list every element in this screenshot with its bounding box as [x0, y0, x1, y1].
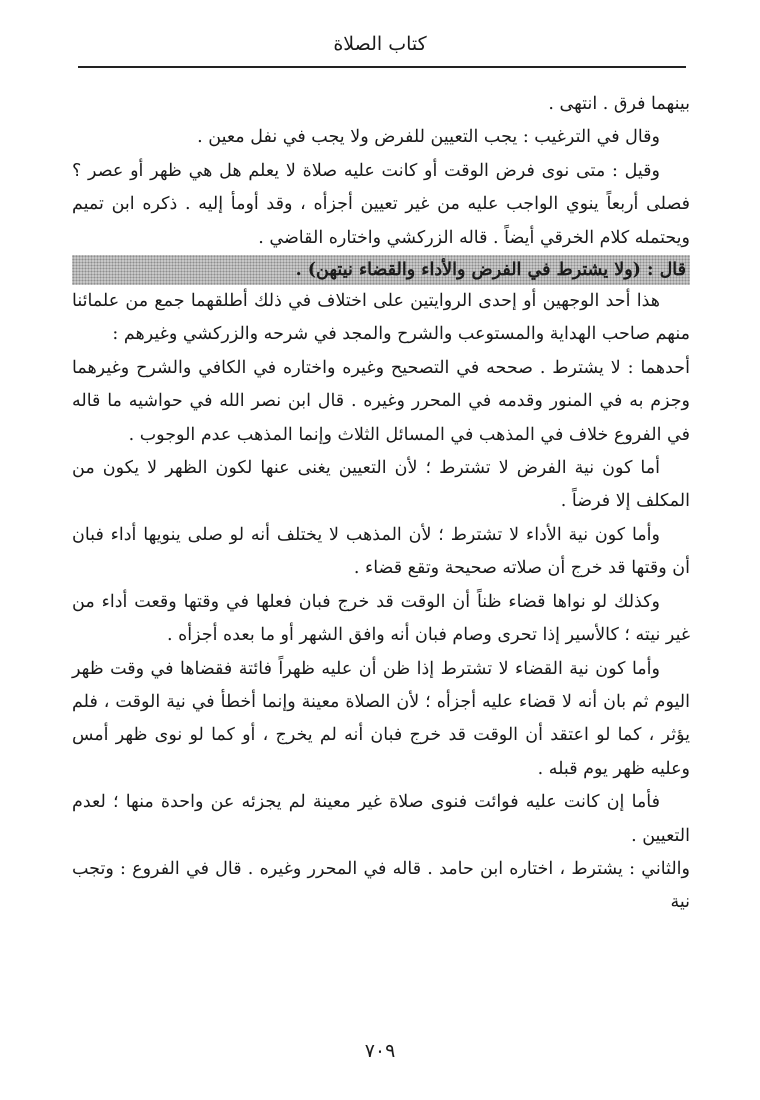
paragraph-6: أما كون نية الفرض لا تشترط ؛ لأن التعيين يغنى عنها لكون الظهر لا يكون من المكلف إلا فرضاً .: [72, 458, 690, 512]
paragraph-1: بينهما فرق . انتهى .: [548, 94, 690, 114]
paragraph-3: وقيل : متى نوى فرض الوقت أو كانت عليه صلاة لا يعلم هل هي ظهر أو عصر ؟ فصلى أربعاً ينوي الواجب عليه من غير تعيين أجزأه ، وقد أومأ إليه . ذكره ابن تميم ويحتمله كلام الخرقي أيضاً . قاله الزركشي واختاره القاضي .: [72, 160, 690, 248]
page-number: ٧٠٩: [364, 1040, 396, 1062]
paragraph-5: أحدهما : لا يشترط . صححه في التصحيح وغيره واختاره في الكافي والشرح وغيرهما وجزم به في المنور وقدمه في المحرر وغيره . قال ابن نصر الله في حواشيه ما قاله في الفروع خلاف في المذهب في المسائل الثلاث وإنما المذهب عدم الوجوب .: [72, 357, 690, 445]
page-body: [72, 88, 690, 920]
running-header: كتاب الصلاة: [333, 33, 427, 55]
highlighted-heading: قال : (ولا يشترط في الفرض والأداء والقضاء نيتهن) .: [72, 255, 690, 285]
paragraph-4: هذا أحد الوجهين أو إحدى الروايتين على اختلاف في ذلك أطلقهما جمع من علمائنا منهم صاحب الهداية والمستوعب والشرح والمجد في شرحه والزركشي وغيرهم :: [72, 291, 690, 345]
paragraph-7: وأما كون نية الأداء لا تشترط ؛ لأن المذهب لا يختلف أنه لو صلى ينويها أداء فبان أن وقتها قد خرج أن صلاته صحيحة وتقع قضاء .: [72, 524, 690, 579]
paragraph-10: فأما إن كانت عليه فوائت فنوى صلاة غير معينة لم يجزئه عن واحدة منها ؛ لعدم التعيين .: [72, 792, 690, 846]
paragraph-9: وأما كون نية القضاء لا تشترط إذا ظن أن عليه ظهراً فائتة فقضاها في وقت ظهر اليوم ثم بان أنه لا قضاء عليه أجزأه ؛ لأن الصلاة معينة وإنما أخطأ في نية الوقت ، فلم يؤثر ، كما لو اعتقد أن الوقت قد خرج فبان أنه لم يخرج ، أو كما لو نوى ظهر أمس وعليه ظهر يوم قبله .: [72, 658, 690, 779]
paragraph-8: وكذلك لو نواها قضاء ظناً أن الوقت قد خرج فبان فعلها في وقتها وقعت أداء من غير نيته ؛ كالأسير إذا تحرى وصام فبان أنه وافق الشهر أو ما بعده أجزأه .: [72, 591, 690, 646]
paragraph-11: والثاني : يشترط ، اختاره ابن حامد . قاله في المحرر وغيره . قال في الفروع : وتجب نية: [72, 858, 690, 913]
header-rule: [78, 66, 686, 68]
paragraph-2: وقال في الترغيب : يجب التعيين للفرض ولا يجب في نفل معين .: [197, 127, 660, 148]
